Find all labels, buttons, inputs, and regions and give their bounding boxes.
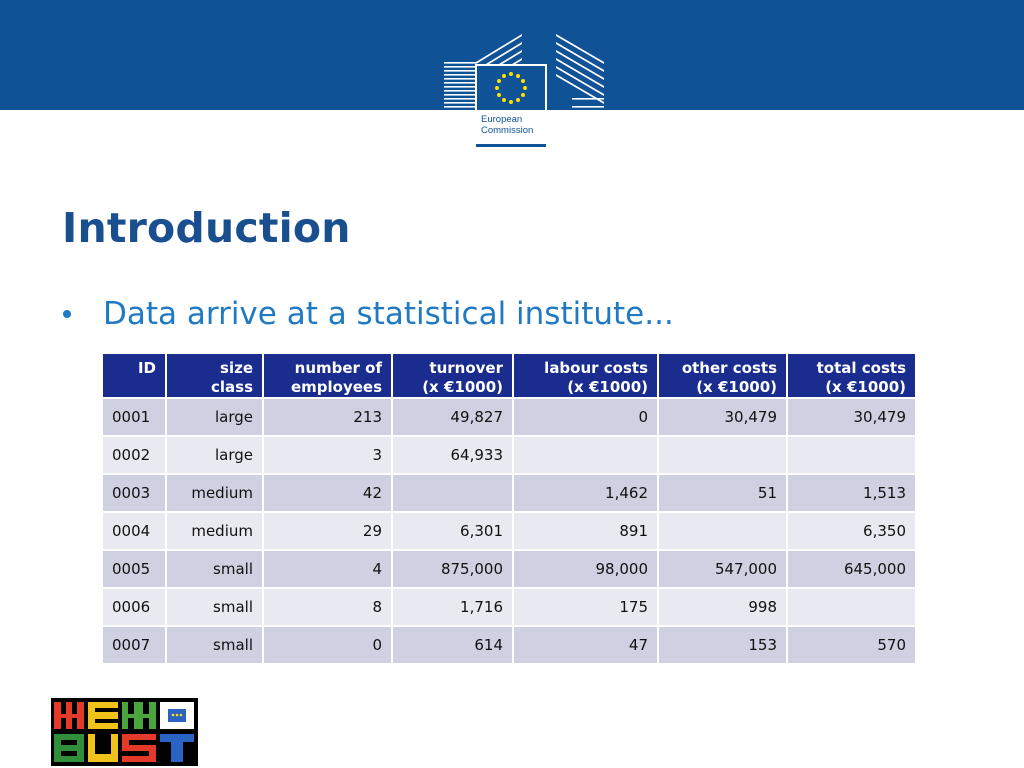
table-cell: 30,479 bbox=[658, 398, 787, 436]
table-cell: 4 bbox=[263, 550, 392, 588]
table-cell: medium bbox=[166, 512, 263, 550]
column-header: number of employees bbox=[263, 353, 392, 398]
logo-caption-line1: European bbox=[481, 114, 523, 125]
table-cell: 3 bbox=[263, 436, 392, 474]
table-header-row bbox=[102, 353, 916, 398]
memobust-logo bbox=[51, 698, 198, 766]
table-cell: large bbox=[166, 398, 263, 436]
table-cell bbox=[658, 512, 787, 550]
table-cell: 1,716 bbox=[392, 588, 513, 626]
bullet-item bbox=[60, 292, 674, 336]
table-cell: small bbox=[166, 550, 263, 588]
table-cell: 547,000 bbox=[658, 550, 787, 588]
data-table bbox=[101, 352, 917, 665]
table-cell: 175 bbox=[513, 588, 658, 626]
table-cell bbox=[787, 436, 916, 474]
table-cell: 0006 bbox=[102, 588, 166, 626]
table-cell: 0003 bbox=[102, 474, 166, 512]
table-cell: 6,350 bbox=[787, 512, 916, 550]
table-cell: 645,000 bbox=[787, 550, 916, 588]
bullet-text: Data arrive at a statistical institute... bbox=[103, 296, 674, 332]
table-row bbox=[102, 512, 916, 550]
column-header: ID bbox=[102, 353, 166, 398]
table-cell: 891 bbox=[513, 512, 658, 550]
table-cell: 153 bbox=[658, 626, 787, 664]
logo-caption-line2: Commission bbox=[481, 125, 534, 136]
table-cell: 6,301 bbox=[392, 512, 513, 550]
table-cell: 64,933 bbox=[392, 436, 513, 474]
table-cell: 0007 bbox=[102, 626, 166, 664]
table-cell: 1,462 bbox=[513, 474, 658, 512]
column-header: turnover (x €1000) bbox=[392, 353, 513, 398]
table-cell bbox=[787, 588, 916, 626]
table-cell: 0002 bbox=[102, 436, 166, 474]
table-cell: 0001 bbox=[102, 398, 166, 436]
table-cell: 0 bbox=[513, 398, 658, 436]
table-cell: 8 bbox=[263, 588, 392, 626]
table-cell: 30,479 bbox=[787, 398, 916, 436]
table-cell: 875,000 bbox=[392, 550, 513, 588]
table-cell: 213 bbox=[263, 398, 392, 436]
table-cell: small bbox=[166, 626, 263, 664]
table-cell: 29 bbox=[263, 512, 392, 550]
table-row bbox=[102, 436, 916, 474]
column-header: size class bbox=[166, 353, 263, 398]
table-cell: 614 bbox=[392, 626, 513, 664]
table-cell: 0004 bbox=[102, 512, 166, 550]
table-cell: medium bbox=[166, 474, 263, 512]
table-row bbox=[102, 398, 916, 436]
column-header: total costs (x €1000) bbox=[787, 353, 916, 398]
table-cell bbox=[658, 436, 787, 474]
table-cell: 570 bbox=[787, 626, 916, 664]
table-cell: 0005 bbox=[102, 550, 166, 588]
bullet-dot-icon bbox=[63, 310, 71, 318]
table-cell: small bbox=[166, 588, 263, 626]
slide-title: Introduction bbox=[62, 204, 351, 252]
table-cell: 98,000 bbox=[513, 550, 658, 588]
table-cell: 47 bbox=[513, 626, 658, 664]
table-cell: 49,827 bbox=[392, 398, 513, 436]
table-cell: 42 bbox=[263, 474, 392, 512]
table-cell: 0 bbox=[263, 626, 392, 664]
table-row bbox=[102, 588, 916, 626]
table-cell: 1,513 bbox=[787, 474, 916, 512]
table-cell bbox=[392, 474, 513, 512]
table-cell: 51 bbox=[658, 474, 787, 512]
column-header: other costs (x €1000) bbox=[658, 353, 787, 398]
table-row bbox=[102, 626, 916, 664]
table-row bbox=[102, 474, 916, 512]
table-cell: large bbox=[166, 436, 263, 474]
logo-caption bbox=[481, 114, 533, 136]
table-cell bbox=[513, 436, 658, 474]
table-cell: 998 bbox=[658, 588, 787, 626]
table-row bbox=[102, 550, 916, 588]
column-header: labour costs (x €1000) bbox=[513, 353, 658, 398]
